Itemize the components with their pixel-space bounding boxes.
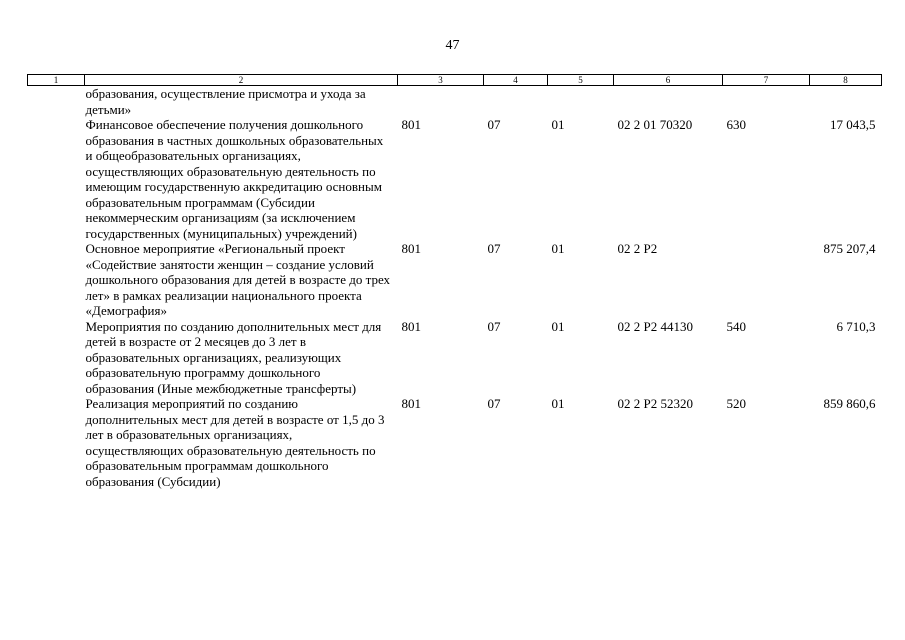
row-code-4: 07: [487, 396, 501, 411]
row-code-6: 02 2 P2 52320: [617, 396, 693, 411]
row-code-5: [548, 86, 614, 118]
column-header-2: 2: [85, 75, 398, 86]
row-code-3: 801: [401, 396, 421, 411]
row-code-3: 801: [401, 241, 421, 256]
row-code-5: 01: [551, 396, 565, 411]
row-amount: 6 710,3: [836, 318, 876, 334]
row-code-4: [484, 86, 548, 118]
row-code-7: 630: [726, 117, 746, 132]
row-code-4: 07: [487, 117, 501, 132]
row-description: Финансовое обеспечение получения дошкольного образования в частных дошкольных образовательных и общеобразовательных организациях, осуществляющих образовательную деятельность по имеющим государственную аккредитацию основным образовательным программам (Субсидии некоммерческим организациям (за исключением государственных (муниципальных) учреждений): [85, 117, 384, 241]
row-code-5: 01: [551, 241, 565, 256]
row-code-5: 01: [551, 117, 565, 132]
row-description: образования, осуществление присмотра и ухода за детьми»: [85, 86, 366, 117]
table-row: [28, 117, 882, 241]
column-header-5: 5: [548, 75, 614, 86]
table-body: [28, 86, 882, 490]
column-header-8: 8: [810, 75, 882, 86]
table-row: [28, 86, 882, 118]
column-header-1: 1: [28, 75, 85, 86]
row-amount: 875 207,4: [823, 241, 876, 256]
column-header-3: 3: [398, 75, 484, 86]
row-code-6: [614, 86, 723, 118]
row-code-7: 540: [726, 318, 746, 334]
row-description: Реализация мероприятий по созданию дополнительных мест для детей в возрасте от 1,5 до 3 лет в образовательных организациях, осуществляющих образовательную деятельность по образовательным программам дошкольного образования (Субсидии): [85, 396, 385, 489]
row-amount: 17 043,5: [830, 117, 876, 132]
header-row: [28, 75, 882, 86]
table-row: [28, 319, 882, 397]
row-code-4: 07: [487, 318, 501, 334]
row-code-4: 07: [487, 241, 501, 256]
row-code-3: 801: [401, 318, 421, 334]
column-header-4: 4: [484, 75, 548, 86]
row-amount: [810, 86, 882, 118]
row-code-6: 02 2 P2: [617, 241, 658, 256]
page-number: 47: [445, 38, 460, 53]
table-row: [28, 241, 882, 319]
table-row: [28, 396, 882, 489]
budget-table: [27, 74, 882, 489]
column-header-6: 6: [614, 75, 723, 86]
row-code-3: 801: [401, 117, 421, 132]
row-code-7: 520: [726, 396, 746, 411]
row-code-6: 02 2 P2 44130: [617, 318, 693, 334]
row-code-3: [398, 86, 484, 118]
row-description: Основное мероприятие «Региональный проект «Содействие занятости женщин – создание условий дошкольного образования для детей в возрасте до трех лет» в рамках реализации национального проекта «Демография»: [85, 241, 391, 318]
row-amount: 859 860,6: [823, 396, 876, 411]
row-code-7: [723, 241, 810, 319]
row-description: Мероприятия по созданию дополнительных мест для детей в возрасте от 2 месяцев до 3 лет в образовательных организациях, реализующих образовательную программу дошкольного образования (Иные межбюджетные трансферты): [85, 318, 382, 396]
row-code-7: [723, 86, 810, 118]
column-header-7: 7: [723, 75, 810, 86]
row-code-5: 01: [551, 318, 565, 334]
row-code-6: 02 2 01 70320: [617, 117, 693, 132]
table-header: [28, 75, 882, 86]
